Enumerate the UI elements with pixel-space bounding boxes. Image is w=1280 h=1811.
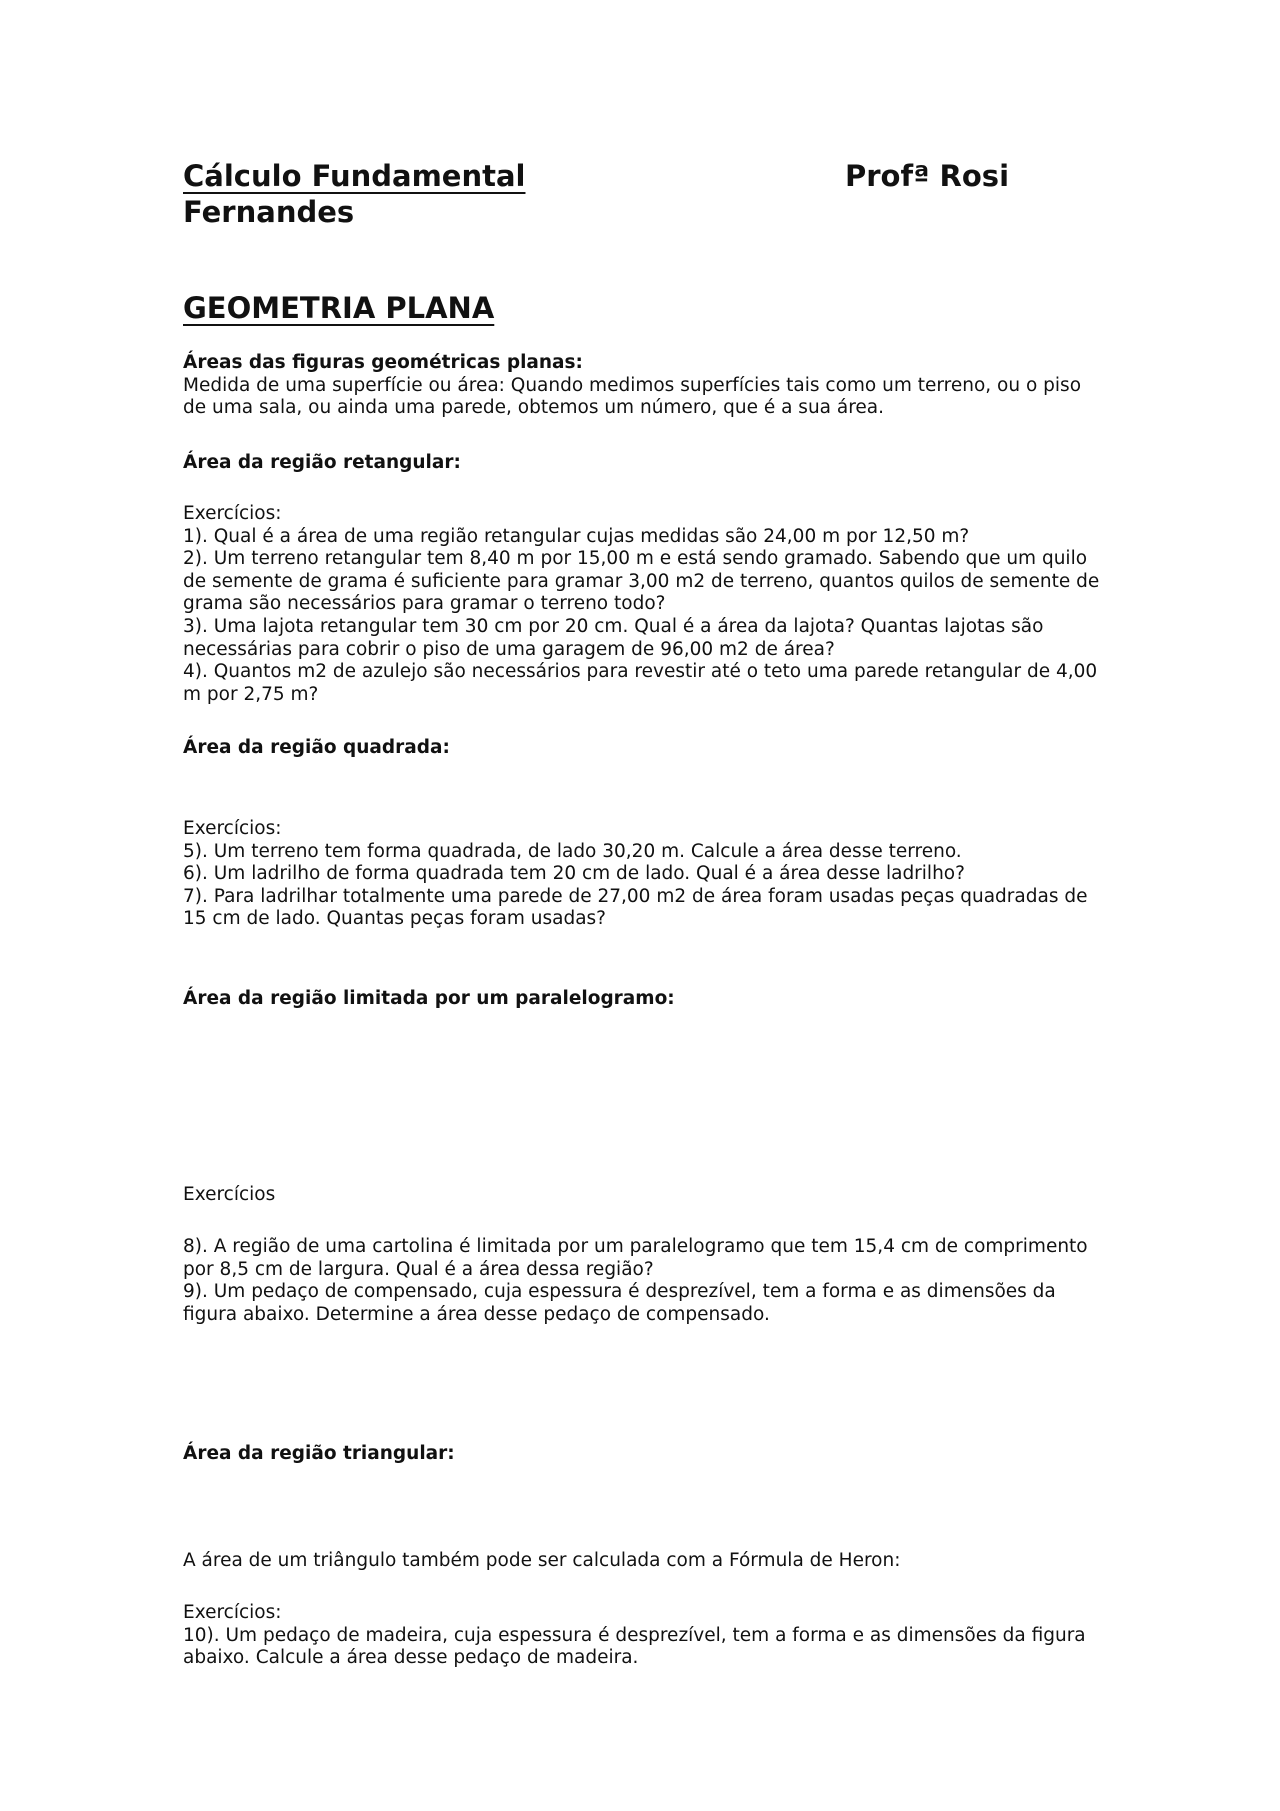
triangular-exercises bbox=[183, 1602, 1103, 1670]
triangular-heading: Área da região triangular: bbox=[183, 1443, 455, 1464]
exercise-9: 9). Um pedaço de compensado, cuja espessura é desprezível, tem a forma e as dimensões da figura abaixo. Determine a área desse pedaço de compensado. bbox=[183, 1281, 1056, 1325]
areas-intro-text: Medida de uma superfície ou área: Quando medimos superfícies tais como um terreno, ou o piso de uma sala, ou ainda uma parede, obtemos um número, que é a sua área. bbox=[183, 374, 1082, 419]
exercise-10: 10). Um pedaço de madeira, cuja espessura é desprezível, tem a forma e as dimensões da figura abaixo. Calcule a área desse pedaço de madeira. bbox=[183, 1624, 1086, 1669]
paralelogramo-heading: Área da região limitada por um paralelogramo: bbox=[183, 988, 675, 1009]
quadrada-heading: Área da região quadrada: bbox=[183, 737, 450, 758]
heron-text: A área de um triângulo também pode ser calculada com a Fórmula de Heron: bbox=[183, 1550, 901, 1571]
quadrada-heading-block bbox=[183, 737, 1103, 760]
heron-block bbox=[183, 1550, 1103, 1573]
areas-intro-heading: Áreas das figuras geométricas planas: bbox=[183, 352, 583, 373]
exercise-8: 8). A região de uma cartolina é limitada por um paralelogramo que tem 15,4 cm de comprimento por 8,5 cm de largura. Qual é a área dessa região? bbox=[183, 1236, 1088, 1280]
paralelogramo-exercises-label-block bbox=[183, 1184, 1103, 1207]
exercise-4: 4). Quantos m2 de azulejo são necessários para revestir até o teto uma parede retangular de 4,00 m por 2,75 m? bbox=[183, 661, 1098, 705]
retangular-heading-block bbox=[183, 452, 1103, 475]
triangular-exercises-label: Exercícios: bbox=[183, 1602, 282, 1623]
quadrada-exercises bbox=[183, 818, 1103, 931]
professor-surname: Fernandes bbox=[183, 195, 355, 229]
triangular-heading-block bbox=[183, 1443, 1103, 1466]
exercise-6: 6). Um ladrilho de forma quadrada tem 20 cm de lado. Qual é a área desse ladrilho? bbox=[183, 863, 965, 885]
exercise-3: 3). Uma lajota retangular tem 30 cm por 20 cm. Qual é a área da lajota? Quantas lajotas são necessárias para cobrir o piso de uma garagem de 96,00 m2 de área? bbox=[183, 615, 1044, 660]
section-title: GEOMETRIA PLANA bbox=[183, 291, 495, 325]
exercise-1: 1). Qual é a área de uma região retangular cujas medidas são 24,00 m por 12,50 m? bbox=[183, 525, 970, 547]
exercise-7: 7). Para ladrilhar totalmente uma parede de 27,00 m2 de área foram usadas peças quadradas de 15 cm de lado. Quantas peças foram usadas? bbox=[183, 885, 1088, 930]
retangular-exercises-label: Exercícios: bbox=[183, 503, 282, 524]
paralelogramo-exercises bbox=[183, 1236, 1103, 1326]
paralelogramo-heading-block bbox=[183, 988, 1103, 1011]
course-title bbox=[183, 158, 525, 194]
retangular-heading: Área da região retangular: bbox=[183, 452, 461, 473]
course-title-text: Cálculo Fundamental bbox=[183, 159, 526, 193]
quadrada-exercises-label: Exercícios: bbox=[183, 818, 282, 839]
exercise-2: 2). Um terreno retangular tem 8,40 m por 15,00 m e está sendo gramado. Sabendo que um quilo de semente de grama é suficiente para gramar 3,00 m2 de terreno, quantos quilos de semente de grama são necessários para gramar o terreno todo? bbox=[183, 548, 1100, 615]
exercise-5: 5). Um terreno tem forma quadrada, de lado 30,20 m. Calcule a área desse terreno. bbox=[183, 840, 962, 862]
retangular-exercises bbox=[183, 503, 1103, 706]
areas-intro bbox=[183, 352, 1103, 420]
professor-name: Profª Rosi bbox=[845, 159, 1010, 193]
paralelogramo-exercises-label: Exercícios bbox=[183, 1184, 276, 1205]
